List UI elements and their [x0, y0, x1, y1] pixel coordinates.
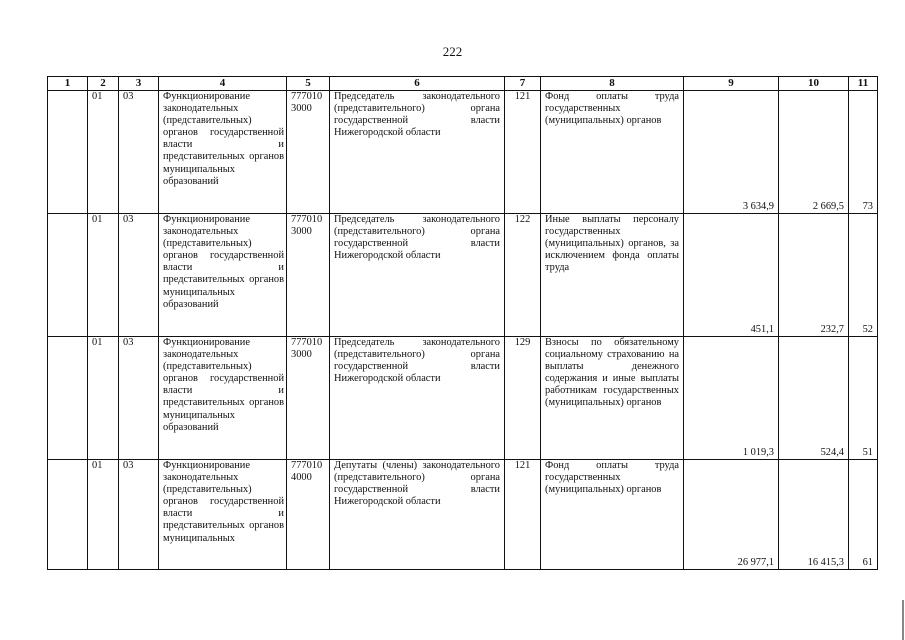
header-cell: 8	[541, 77, 684, 91]
expense-name-cell: Фонд оплаты труда государственных (муниципальных) органов	[541, 460, 684, 570]
header-cell: 5	[287, 77, 330, 91]
section-name-cell: Функционирование законодательных (представительных) органов государственной власти и представительных органов муниципальных образований	[159, 214, 287, 337]
header-cell: 4	[159, 77, 287, 91]
subsection-code-cell: 03	[119, 91, 159, 214]
header-cell: 3	[119, 77, 159, 91]
target-name-cell: Председатель законодательного (представительного) органа государственной власти Нижегородской области	[330, 91, 505, 214]
target-name-cell: Председатель законодательного (представительного) органа государственной власти Нижегородской области	[330, 337, 505, 460]
expense-name-cell: Фонд оплаты труда государственных (муниципальных) органов	[541, 91, 684, 214]
expense-code-cell: 122	[505, 214, 541, 337]
expense-code-cell: 129	[505, 337, 541, 460]
target-code-cell: 777010 3000	[287, 214, 330, 337]
value-col9-cell: 26 977,1	[684, 460, 779, 570]
target-code-cell: 777010 3000	[287, 91, 330, 214]
value-col10-cell: 2 669,5	[779, 91, 849, 214]
subsection-code-cell: 03	[119, 460, 159, 570]
header-cell: 2	[88, 77, 119, 91]
value-col11-cell: 52	[849, 214, 878, 337]
target-code-cell: 777010 3000	[287, 337, 330, 460]
table-row	[48, 337, 878, 460]
section-code-cell: 01	[88, 91, 119, 214]
budget-table	[47, 76, 878, 570]
target-name-cell: Депутаты (члены) законодательного (представительного) органа государственной власти Нижегородской области	[330, 460, 505, 570]
header-cell: 6	[330, 77, 505, 91]
value-col10-cell: 16 415,3	[779, 460, 849, 570]
target-code-cell: 777010 4000	[287, 460, 330, 570]
value-col9-cell: 1 019,3	[684, 337, 779, 460]
header-cell: 1	[48, 77, 88, 91]
row-number-cell	[48, 91, 88, 214]
subsection-code-cell: 03	[119, 337, 159, 460]
subsection-code-cell: 03	[119, 214, 159, 337]
table-row	[48, 214, 878, 337]
row-number-cell	[48, 214, 88, 337]
expense-name-cell: Взносы по обязательному социальному страхованию на выплаты денежного содержания и иные выплаты работникам государственных (муниципальных) органов	[541, 337, 684, 460]
header-cell: 7	[505, 77, 541, 91]
value-col11-cell: 73	[849, 91, 878, 214]
section-code-cell: 01	[88, 460, 119, 570]
section-code-cell: 01	[88, 337, 119, 460]
expense-code-cell: 121	[505, 91, 541, 214]
header-cell: 10	[779, 77, 849, 91]
page-number: 222	[442, 44, 463, 59]
value-col11-cell: 61	[849, 460, 878, 570]
value-col10-cell: 524,4	[779, 337, 849, 460]
value-col10-cell: 232,7	[779, 214, 849, 337]
expense-name-cell: Иные выплаты персоналу государственных (муниципальных) органов, за исключением фонда оплаты труда	[541, 214, 684, 337]
header-cell: 11	[849, 77, 878, 91]
section-name-cell: Функционирование законодательных (представительных) органов государственной власти и представительных органов муниципальных	[159, 460, 287, 570]
row-number-cell	[48, 337, 88, 460]
value-col9-cell: 451,1	[684, 214, 779, 337]
value-col9-cell: 3 634,9	[684, 91, 779, 214]
row-number-cell	[48, 460, 88, 570]
section-name-cell: Функционирование законодательных (представительных) органов государственной власти и представительных органов муниципальных образований	[159, 337, 287, 460]
value-col11-cell: 51	[849, 337, 878, 460]
scan-edge-mark	[902, 600, 904, 640]
header-cell: 9	[684, 77, 779, 91]
table-row	[48, 460, 878, 570]
target-name-cell: Председатель законодательного (представительного) органа государственной власти Нижегородской области	[330, 214, 505, 337]
table-row	[48, 91, 878, 214]
section-name-cell: Функционирование законодательных (представительных) органов государственной власти и представительных органов муниципальных образований	[159, 91, 287, 214]
expense-code-cell: 121	[505, 460, 541, 570]
header-row	[48, 77, 878, 91]
section-code-cell: 01	[88, 214, 119, 337]
